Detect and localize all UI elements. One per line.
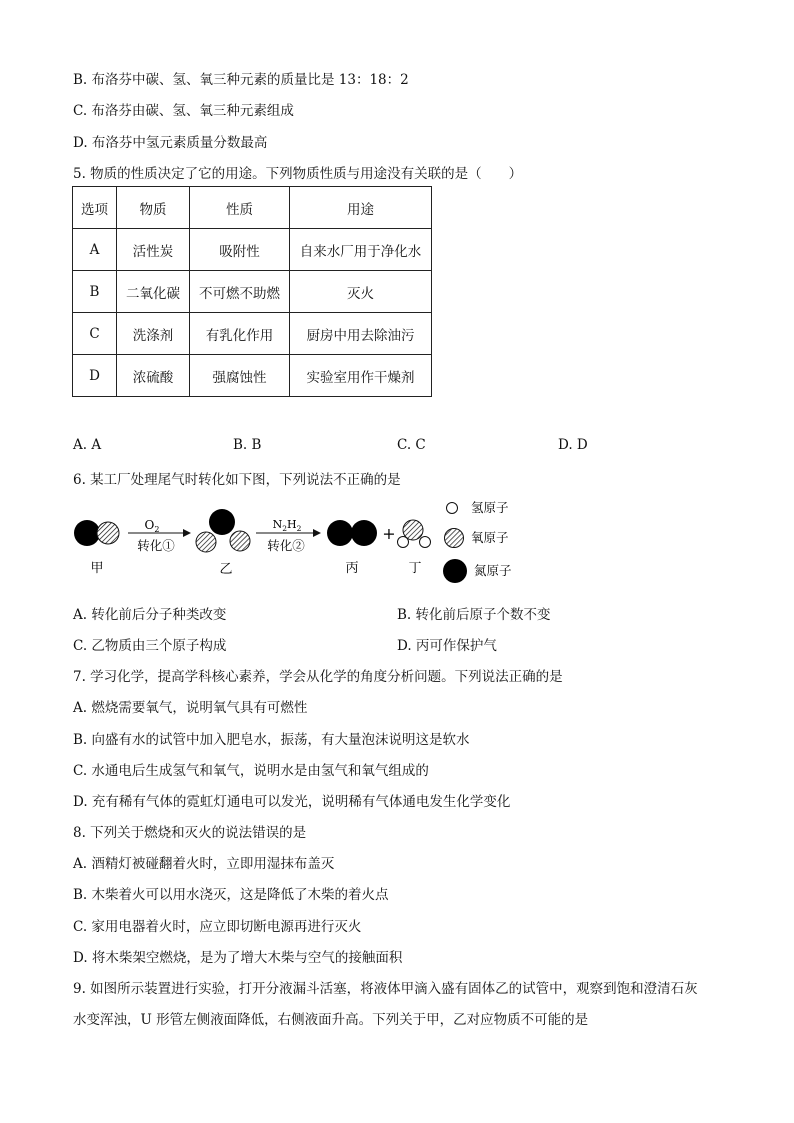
table-header: 用途 (290, 187, 432, 229)
nitrogen-atom (74, 520, 100, 546)
molecule-ding (398, 520, 431, 548)
table-header: 物质 (117, 187, 190, 229)
oxygen-atom (97, 522, 119, 544)
table-cell: 厨房中用去除油污 (290, 313, 432, 355)
q9-stem-line2: 水变浑浊，U 形管左侧液面降低，右侧液面升高。下列关于甲，乙对应物质不可能的是 (73, 1012, 589, 1028)
q7-option-b: B. 向盛有水的试管中加入肥皂水，振荡，有大量泡沫说明这是软水 (73, 732, 470, 748)
label-ding: 丁 (408, 561, 422, 576)
q6-option-b: B. 转化前后原子个数不变 (397, 607, 551, 623)
q8-option-c: C. 家用电器着火时，应立即切断电源再进行灭火 (73, 919, 362, 935)
table-cell: 有乳化作用 (190, 313, 290, 355)
table-cell: 活性炭 (117, 229, 190, 271)
nitrogen-atom (209, 509, 235, 535)
q6-stem: 6. 某工厂处理尾气时转化如下图，下列说法不正确的是 (73, 472, 401, 488)
table-header: 选项 (73, 187, 117, 229)
hydrogen-atom (398, 537, 409, 548)
molecule-jia (74, 520, 119, 546)
legend (443, 500, 512, 583)
q4-option-b: B. 布洛芬中碳、氢、氧三种元素的质量比是 13：18：2 (73, 72, 409, 88)
q5-stem: 5. 物质的性质决定了它的用途。下列物质性质与用途没有关联的是（ ） (73, 166, 523, 182)
arrow1-reagent: $O_2$ (144, 518, 160, 534)
q4-option-c: C. 布洛芬由碳、氢、氧三种元素组成 (73, 103, 294, 119)
arrow2-label: 转化② (267, 538, 305, 553)
label-jia: 甲 (90, 561, 104, 576)
table-cell: 灭火 (290, 271, 432, 313)
molecule-yi (196, 509, 250, 552)
label-bing: 丙 (345, 561, 359, 576)
q6-option-a: A. 转化前后分子种类改变 (73, 607, 227, 623)
q5-table (72, 186, 432, 397)
label-yi: 乙 (219, 562, 233, 577)
table-cell: 浓硫酸 (117, 355, 190, 397)
table-row (73, 271, 432, 313)
q6-option-c: C. 乙物质由三个原子构成 (73, 638, 227, 654)
legend-oxygen-icon (445, 529, 464, 548)
legend-oxygen-label: 氧原子 (471, 530, 509, 545)
legend-nitrogen-label: 氮原子 (474, 563, 512, 578)
table-cell: 吸附性 (190, 229, 290, 271)
q8-stem: 8. 下列关于燃烧和灭火的说法错误的是 (73, 825, 307, 841)
q4-option-d: D. 布洛芬中氢元素质量分数最高 (73, 135, 268, 151)
table-header-row (73, 187, 432, 229)
table-cell: B (73, 271, 117, 313)
table-row (73, 355, 432, 397)
table-cell: 不可燃不助燃 (190, 271, 290, 313)
table-cell: 洗涤剂 (117, 313, 190, 355)
q5-answer-d: D. D (558, 437, 588, 453)
molecule-bing (327, 520, 377, 546)
table-cell: 实验室用作干燥剂 (290, 355, 432, 397)
table-row (73, 313, 432, 355)
table-cell: 二氧化碳 (117, 271, 190, 313)
table-cell: C (73, 313, 117, 355)
table-cell: A (73, 229, 117, 271)
nitrogen-atom (351, 520, 377, 546)
plus-sign: + (382, 524, 396, 543)
q5-answer-b: B. B (233, 437, 262, 453)
table-header: 性质 (190, 187, 290, 229)
q7-option-d: D. 充有稀有气体的霓虹灯通电可以发光，说明稀有气体通电发生化学变化 (73, 794, 511, 810)
molecule-conversion-diagram (0, 495, 794, 595)
q8-option-d: D. 将木柴架空燃烧，是为了增大木柴与空气的接触面积 (73, 950, 403, 966)
q8-option-a: A. 酒精灯被碰翻着火时，立即用湿抹布盖灭 (73, 856, 335, 872)
arrow1-label: 转化① (137, 538, 175, 553)
q8-option-b: B. 木柴着火可以用水浇灭，这是降低了木柴的着火点 (73, 887, 389, 903)
q7-option-a: A. 燃烧需要氧气，说明氧气具有可燃性 (73, 700, 308, 716)
oxygen-atom (196, 532, 216, 552)
q7-option-c: C. 水通电后生成氢气和氧气，说明水是由氢气和氧气组成的 (73, 763, 429, 779)
nitrogen-atom (327, 520, 353, 546)
hydrogen-atom (420, 537, 431, 548)
q5-answer-a: A. A (73, 437, 102, 453)
q7-stem: 7. 学习化学，提高学科核心素养，学会从化学的角度分析问题。下列说法正确的是 (73, 669, 563, 685)
table-cell: 强腐蚀性 (190, 355, 290, 397)
table-cell: D (73, 355, 117, 397)
arrow2-reagent: $N_2H_2$ (272, 518, 302, 533)
table-row (73, 229, 432, 271)
legend-hydrogen-label: 氢原子 (471, 500, 509, 515)
q5-answer-c: C. C (397, 437, 426, 453)
legend-nitrogen-icon (443, 559, 467, 583)
legend-hydrogen-icon (447, 503, 458, 514)
q9-stem-line1: 9. 如图所示装置进行实验，打开分液漏斗活塞，将液体甲滴入盛有固体乙的试管中，观察到饱和澄清石灰 (73, 981, 698, 997)
q6-option-d: D. 丙可作保护气 (397, 638, 497, 654)
oxygen-atom (230, 531, 250, 551)
table-cell: 自来水厂用于净化水 (290, 229, 432, 271)
